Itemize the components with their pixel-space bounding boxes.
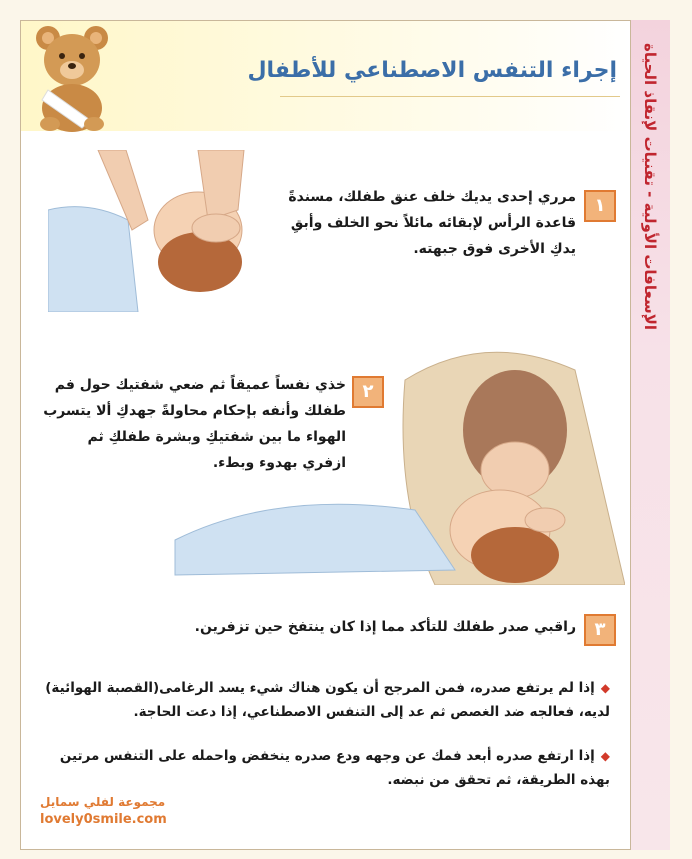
bullet-text: إذا لم يرتفع صدره، فمن المرجح أن يكون هناك شيء يسد الرغامى(القصبة الهوائية) لديه، فعالجه ضد الغصص ثم عد إلى التنفس الاصطناعي، إذا دعت الحاجة.: [45, 680, 610, 720]
teddy-bear-icon: [28, 20, 116, 132]
bullet-diamond-icon: ◆: [600, 681, 610, 695]
bullet-text: إذا ارتفع صدره أبعد فمك عن وجهه ودع صدره ينخفض واحمله على التنفس مرتين بهذه الطريقة، ثم تحقق من نبضه.: [59, 748, 610, 788]
step-3-badge: ٣: [584, 614, 616, 646]
step-2-badge: ٢: [352, 376, 384, 408]
page-title: إجراء التنفس الاصطناعي للأطفال: [247, 58, 617, 83]
footer-arabic: مجموعة لفلي سمايل: [40, 795, 166, 809]
bullet-item: [40, 744, 610, 792]
footer-website: lovely0smile.com: [40, 812, 167, 827]
step-2-text: خذي نفساً عميقاً ثم ضعي شفتيك حول فم طفلك وأنفه بإحكام محاولةً جهدكِ ألا يتسرب الهواء ما بين شفتيكِ وبشرة طفلكِ ثم ازفري بهدوء وبطء.: [43, 377, 346, 471]
bullet-diamond-icon: ◆: [600, 749, 610, 763]
bullet-item: [40, 676, 610, 724]
step-1-badge: ١: [584, 190, 616, 222]
side-title: الإسعافات الأولية - تقنيات لإنقاذ الحياة: [641, 42, 659, 330]
step-1-text: مرري إحدى يديك خلف عنق طفلك، مسندةً قاعدة الرأس لإبقائه مائلاً نحو الخلف وأبقِ يدكِ الأخرى فوق جبهته.: [288, 189, 576, 257]
step-3-text: راقبي صدر طفلك للتأكد مما إذا كان ينتفخ حين تزفرين.: [194, 619, 576, 635]
illustration-head-tilt: [48, 150, 258, 312]
title-divider: [280, 96, 620, 97]
